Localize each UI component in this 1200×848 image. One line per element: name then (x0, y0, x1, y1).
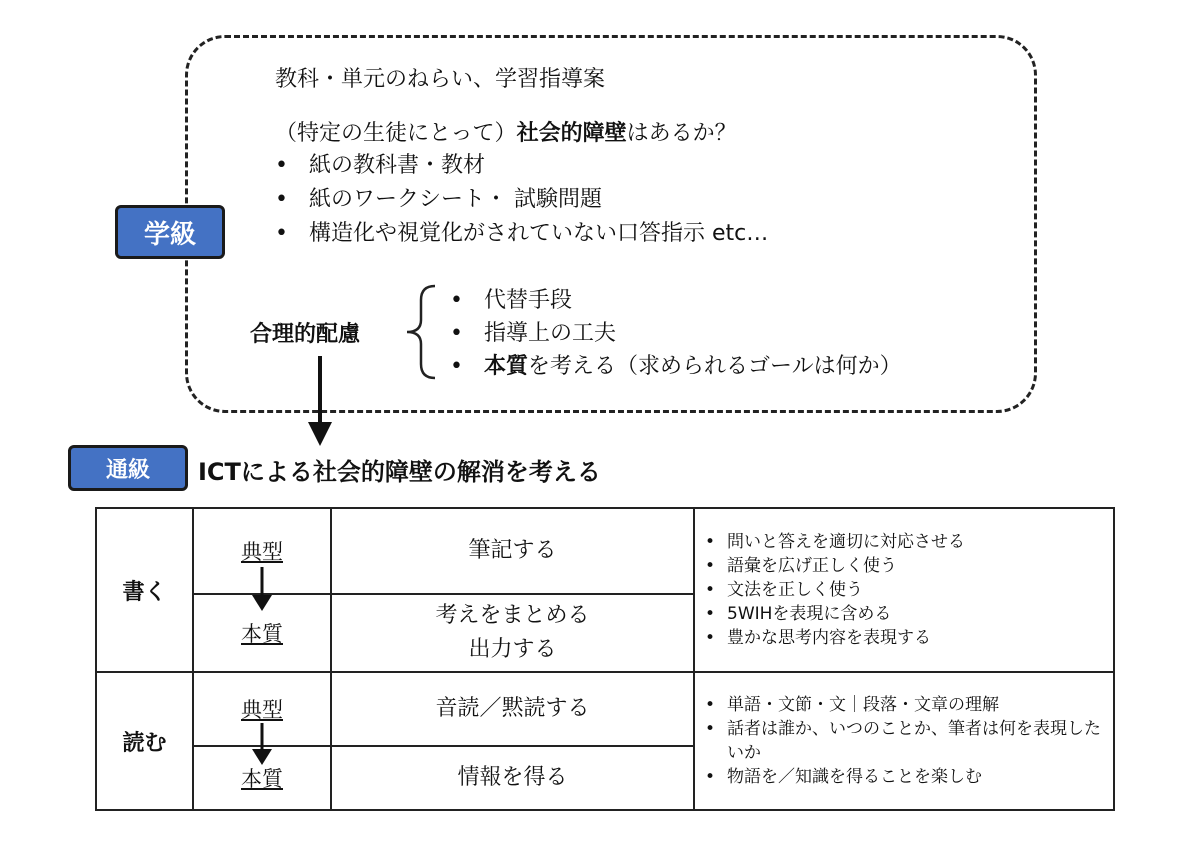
class-badge: 学級 (115, 205, 225, 259)
list-item: • 話者は誰か、いつのことか、筆者は何を表現したいか (705, 719, 1101, 763)
category-cell: 読む (96, 672, 193, 810)
list-item: • 問いと答えを適切に対応させる (705, 532, 965, 552)
list-item: • 物語を／知識を得ることを楽しむ (705, 767, 982, 787)
barrier-question (275, 116, 737, 147)
class-box-title: 教科・単元のねらい、学習指導案 (275, 67, 606, 92)
list-item: • 豊かな思考内容を表現する (705, 628, 931, 648)
typical-action: 筆記する (331, 508, 694, 594)
essence-action: 情報を得る (331, 746, 694, 810)
barrier-list (275, 149, 768, 251)
essence-action: 考えをまとめる 出力する (331, 594, 694, 672)
down-arrow-icon (305, 356, 335, 448)
list-item: • 代替手段 (450, 288, 573, 313)
essence-label: 本質 (241, 767, 283, 791)
typical-cell (193, 508, 331, 594)
list-item: • 文法を正しく使う (705, 580, 863, 600)
category-cell: 書く (96, 508, 193, 672)
list-item: • 5WIHを表現に含める (705, 604, 892, 624)
list-item: • 構造化や視覚化がされていない口答指示 etc… (275, 221, 769, 246)
resource-title: ICTによる社会的障壁の解消を考える (198, 458, 601, 486)
table-row (96, 508, 1114, 594)
list-item: • 単語・文節・文｜段落・文章の理解 (705, 695, 999, 715)
essence-cell (193, 746, 331, 810)
question-prefix: （特定の生徒にとって） (275, 121, 517, 146)
skills-table (95, 507, 1115, 811)
essence-cell (193, 594, 331, 672)
list-item: • 紙の教科書・教材 (275, 153, 486, 178)
curly-brace (395, 282, 445, 382)
typical-label: 典型 (241, 540, 283, 564)
points-cell (694, 508, 1114, 672)
essence-label: 本質 (241, 622, 283, 646)
typical-action: 音読／黙読する (331, 672, 694, 746)
accommodation-label: 合理的配慮 (250, 322, 361, 347)
typical-label: 典型 (241, 698, 283, 722)
question-bold: 社会的障壁 (516, 121, 627, 146)
table-row (96, 672, 1114, 746)
typical-cell (193, 672, 331, 746)
list-item: • 紙のワークシート・ 試験問題 (275, 187, 602, 212)
question-suffix: はあるか？ (626, 121, 737, 146)
resource-badge: 通級 (68, 445, 188, 491)
list-item: • 本質を考える（求められるゴールは何か） (450, 354, 902, 379)
points-cell (694, 672, 1114, 810)
accommodation-list (450, 284, 902, 383)
list-item: • 語彙を広げ正しく使う (705, 556, 897, 576)
list-item: • 指導上の工夫 (450, 321, 617, 346)
